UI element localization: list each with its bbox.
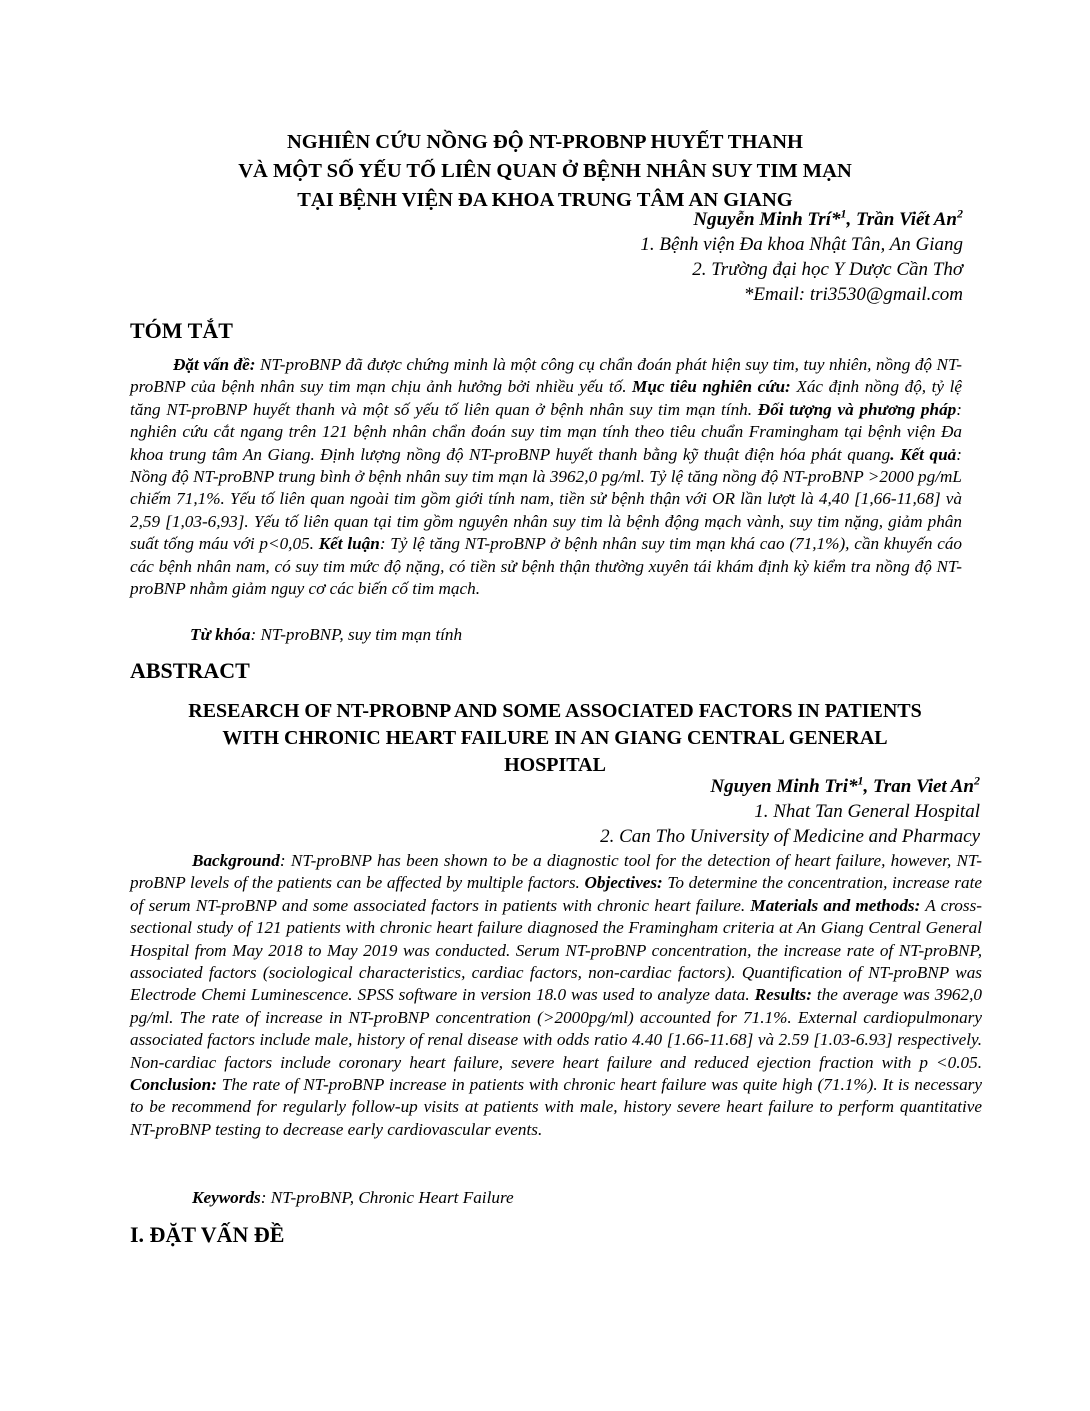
en-author-names [600,774,980,799]
en-conclusion-label: Conclusion: [130,1075,217,1095]
vn-author-2: Trần Viết An [855,209,957,230]
vn-keywords-text: : NT-proBNP, suy tim mạn tính [250,625,463,644]
en-keywords-label: Keywords [192,1188,261,1207]
en-methods-label: Materials and methods: [750,895,921,915]
vn-author-block [640,207,963,307]
en-title-line-3: HOSPITAL [504,754,606,776]
vn-author-1: Nguyễn Minh Trí* [693,209,841,230]
section-1-heading: I. ĐẶT VẤN ĐỀ [130,1222,285,1247]
en-author-separator: , [863,776,873,797]
en-affiliation-1: 1. Nhat Tan General Hospital [754,801,980,822]
en-objective-label: Objectives: [584,873,663,893]
vn-author-1-affil: 1 [840,206,847,221]
en-methods-text: A cross-sectional study of 121 patients with chronic heart failure diagnosed the Framingham criteria at An Giang Central General Hospital from May 2018 to May 2019 was conducted. Serum NT-proBNP concentration, the increase rate of NT-proBNP, associated factors (sociological characteristics, cardiac factors, non-cardiac factors). Quantification of NT-proBNP was Electrode Chemi Luminescence. SPSS software in version 18.0 was used to analyze data. [130,895,982,1005]
vn-affiliation-1: 1. Bệnh viện Đa khoa Nhật Tân, An Giang [640,234,963,255]
vn-objective-label: Mục tiêu nghiên cứu: [632,377,791,397]
vn-conclusion-label: Kết luận [318,534,380,554]
vn-methods-label: Đối tượng và phương pháp [757,399,957,419]
vn-title-line-1: NGHIÊN CỨU NỒNG ĐỘ NT-PROBNP HUYẾT THANH [287,131,803,153]
en-author-1: Nguyen Minh Tri* [710,776,858,797]
en-objective-text: To determine the concentration, increase rate of serum NT-proBNP and some associated factors in patients with chronic heart failure. [130,873,982,915]
vn-author-separator: , [846,209,856,230]
vn-results-label: . Kết quả [890,444,957,464]
vn-background-text: NT-proBNP đã được chứng minh là một công cụ chẩn đoán phát hiện suy tim, tuy nhiên, nồng độ NT-proBNP của bệnh nhân suy tim mạn chịu ảnh hưởng bởi nhiều yếu tố. [130,355,963,397]
en-author-block [600,774,980,849]
en-author-2: Tran Viet An [872,776,974,797]
en-affiliation-2: 2. Can Tho University of Medicine and Pharmacy [600,826,980,847]
en-conclusion-text: The rate of NT-proBNP increase in patients with chronic heart failure was quite high (71.1%). It is necessary to be recommend for regularly follow-up visits at patients with male, history severe heart failure to perform quantitative NT-proBNP testing to decrease early cardiovascular events. [130,1075,982,1139]
en-author-2-affil: 2 [974,773,980,788]
tomtat-paragraph [130,354,962,600]
vn-author-2-affil: 2 [957,206,963,221]
en-keywords [192,1187,514,1209]
tomtat-heading: TÓM TẮT [130,318,233,343]
vn-conclusion-text: : Tỷ lệ tăng NT-proBNP ở bệnh nhân suy tim mạn khá cao (71,1%), cần khuyến cáo các bệnh nhân nam, có suy tim mức độ nặng, có tiền sử bệnh thận thường xuyên tái khám định kỳ kiểm tra nồng độ NT-proBNP nhằm giảm nguy cơ các biến cố tim mạch. [130,534,963,599]
vn-keywords-label: Từ khóa [190,625,251,644]
vn-author-names [640,207,963,232]
vn-methods-text: : nghiên cứu cắt ngang trên 121 bệnh nhân chẩn đoán suy tim mạn tính theo tiêu chuẩn Framingham tại bệnh viện Đa khoa trung tâm An Giang. Định lượng nồng độ NT-proBNP huyết thanh bằng kỹ thuật điện hóa phát quang [130,399,962,464]
vn-keywords [190,624,462,646]
abstract-heading: ABSTRACT [130,658,250,683]
vn-results-text: : Nồng độ NT-proBNP trung bình ở bệnh nhân suy tim mạn là 3962,0 pg/ml. Tỷ lệ tăng nồng độ NT-proBNP >2000 pg/mL chiếm 71,1%. Yếu tố liên quan ngoài tim gồm giới tính nam, tiền sử bệnh thận với OR lần lượt là 4,40 [1,66-11,68] và 2,59 [1,03-6,93]. Yếu tố liên quan tại tim gồm nguyên nhân suy tim là bệnh động mạch vành, suy tim nặng, giảm phân suất tống máu với p<0,05. [130,444,962,554]
en-keywords-text: : NT-proBNP, Chronic Heart Failure [260,1188,514,1207]
en-author-1-affil: 1 [857,773,864,788]
vn-email: *Email: tri3530@gmail.com [743,284,963,305]
vn-objective-text: Xác định nồng độ, tỷ lệ tăng NT-proBNP huyết thanh và một số yếu tố liên quan ở bệnh nhân suy tim mạn tính. [130,377,962,419]
vietnamese-title [120,128,970,215]
abstract-paragraph [130,850,982,1141]
vn-background-label: Đặt vấn đề: [173,355,256,374]
en-results-label: Results: [754,985,812,1005]
vn-title-line-3: TẠI BỆNH VIỆN ĐA KHOA TRUNG TÂM AN GIANG [297,189,793,211]
en-title-line-1: RESEARCH OF NT-PROBNP AND SOME ASSOCIATED FACTORS IN PATIENTS [188,700,922,722]
en-background-label: Background [192,851,280,870]
en-background-text: : NT-proBNP has been shown to be a diagnostic tool for the detection of heart failure, however, NT-proBNP levels of the patients can be affected by multiple factors. [130,851,982,893]
vn-title-line-2: VÀ MỘT SỐ YẾU TỐ LIÊN QUAN Ở BỆNH NHÂN SUY TIM MẠN [238,160,852,182]
en-title-line-2: WITH CHRONIC HEART FAILURE IN AN GIANG CENTRAL GENERAL [222,727,888,749]
en-results-text: the average was 3962,0 pg/ml. The rate of increase in NT-proBNP concentration (>2000pg/ml) accounted for 71.1%. External cardiopulmonary associated factors include male, history of renal disease with odds ratio 4.40 [1.66-11.68] và 2.59 [1.03-6.93] respectively. Non-cardiac factors include coronary heart failure, severe heart failure and reduced ejection fraction with p <0.05. [130,985,982,1072]
english-title [120,698,990,779]
vn-affiliation-2: 2. Trường đại học Y Dược Cần Thơ [692,259,963,280]
